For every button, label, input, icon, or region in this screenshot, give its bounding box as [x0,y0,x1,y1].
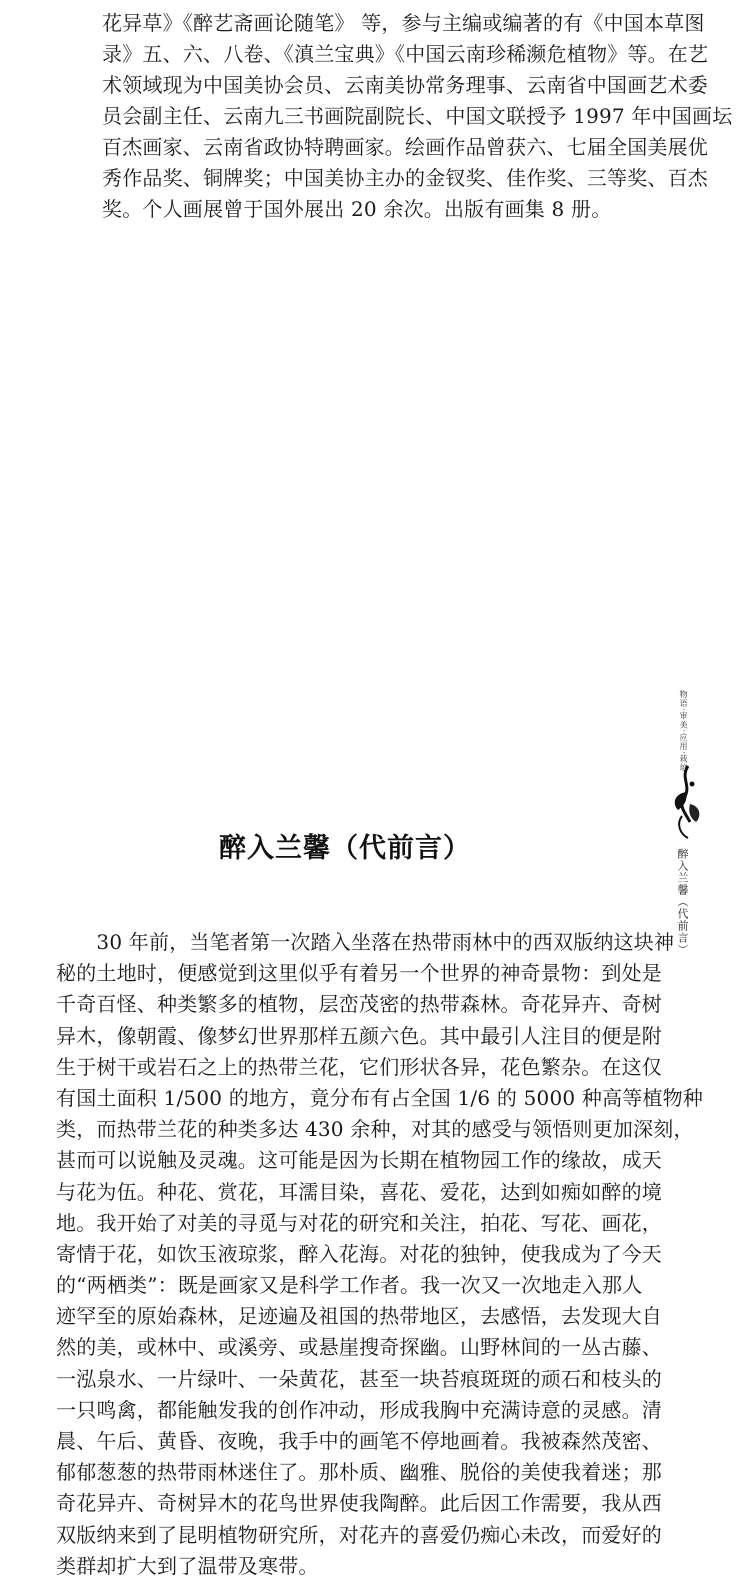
text-line: 奇花异卉、奇树异木的花鸟世界使我陶醉。此后因工作需要，我从西 [56,1491,662,1516]
text-line: 迹罕至的原始森林，足迹遍及祖国的热带地区，去感悟，去发现大自 [56,1304,662,1329]
text-line: 秀作品奖、铜牌奖；中国美协主办的金钗奖、佳作奖、三等奖、百杰 [102,166,708,190]
text-line: 千奇百怪、种类繁多的植物，层峦茂密的热带森林。奇花异卉、奇树 [56,992,662,1017]
text-line: 术领域现为中国美协会员、云南美协常务理事、云南省中国画艺术委 [102,73,708,97]
text-line: 类，而热带兰花的种类多达 430 余种，对其的感受与领悟则更加深刻， [56,1117,694,1142]
text-line: 地。我开始了对美的寻觅与对花的研究和关注，拍花、写花、画花， [56,1210,662,1235]
side-tab-subtitle: 物语·审美·应用·栽培 [679,690,688,773]
text-line: 奖。个人画展曾于国外展出 20 余次。出版有画集 8 册。 [102,197,612,221]
side-section-tab [668,690,708,956]
text-line: 晨、午后、黄昏、夜晚，我手中的画笔不停地画着。我被森然茂密、 [56,1429,662,1453]
text-line: 30 年前，当笔者第一次踏入坐落在热带雨林中的西双版纳这块神 [56,930,675,954]
text-line: 秘的土地时，便感觉到这里似乎有着另一个世界的神奇景物：到处是 [56,961,662,986]
text-line: 寄情于花，如饮玉液琼浆，醉入花海。对花的独钟，使我成为了今天 [56,1241,662,1266]
chapter-title: 醉入兰馨（代前言） [219,833,471,864]
text-line: 百杰画家、云南省政协特聘画家。绘画作品曾获六、七届全国美展优 [102,135,708,159]
text-line: 录》五、六、八卷、《滇兰宝典》《中国云南珍稀濒危植物》等。在艺 [102,42,709,66]
side-tab-title: 醉入兰馨（代前言） [676,848,689,956]
text-line: 双版纳来到了昆明植物研究所，对花卉的喜爱仍痴心未改，而爱好的 [56,1522,662,1547]
text-line: 郁郁葱葱的热带雨林迷住了。那朴质、幽雅、脱俗的美使我着迷；那 [56,1460,662,1485]
text-line: 甚而可以说触及灵魂。这可能是因为长期在植物园工作的缘故，成天 [56,1148,662,1173]
text-line: 员会副主任、云南九三书画院副院长、中国文联授予 1997 年中国画坛 [102,104,733,128]
text-line: 有国土面积 1/500 的地方，竟分布有占全国 1/6 的 5000 种高等植物种 [56,1085,704,1110]
text-line: 然的美，或林中、或溪旁、或悬崖搜奇探幽。山野林间的一丛古藤、 [56,1335,662,1360]
text-line: 的“两栖类”：既是画家又是科学工作者。我一次又一次地走入那人 [56,1273,643,1298]
text-line: 与花为伍。种花、赏花，耳濡目染，喜花、爱花，达到如痴如醉的境 [56,1179,662,1204]
text-line: 一只鸣禽，都能触发我的创作冲动，形成我胸中充满诗意的灵感。清 [56,1397,662,1422]
text-line: 一泓泉水、一片绿叶、一朵黄花，甚至一块苔痕斑斑的顽石和枝头的 [56,1366,662,1391]
text-line: 异木，像朝霞、像梦幻世界那样五颜六色。其中最引人注目的便是附 [56,1023,662,1048]
text-line: 生于树干或岩石之上的热带兰花，它们形状各异，花色繁杂。在这仅 [56,1054,662,1079]
preface-body [56,927,704,1582]
text-line: 类群却扩大到了温带及寒带。 [56,1553,319,1578]
continued-paragraph [102,8,733,225]
text-line: 花异草》《醉艺斋画论随笔》 等，参与主编或编著的有《中国本草图 [102,11,705,35]
